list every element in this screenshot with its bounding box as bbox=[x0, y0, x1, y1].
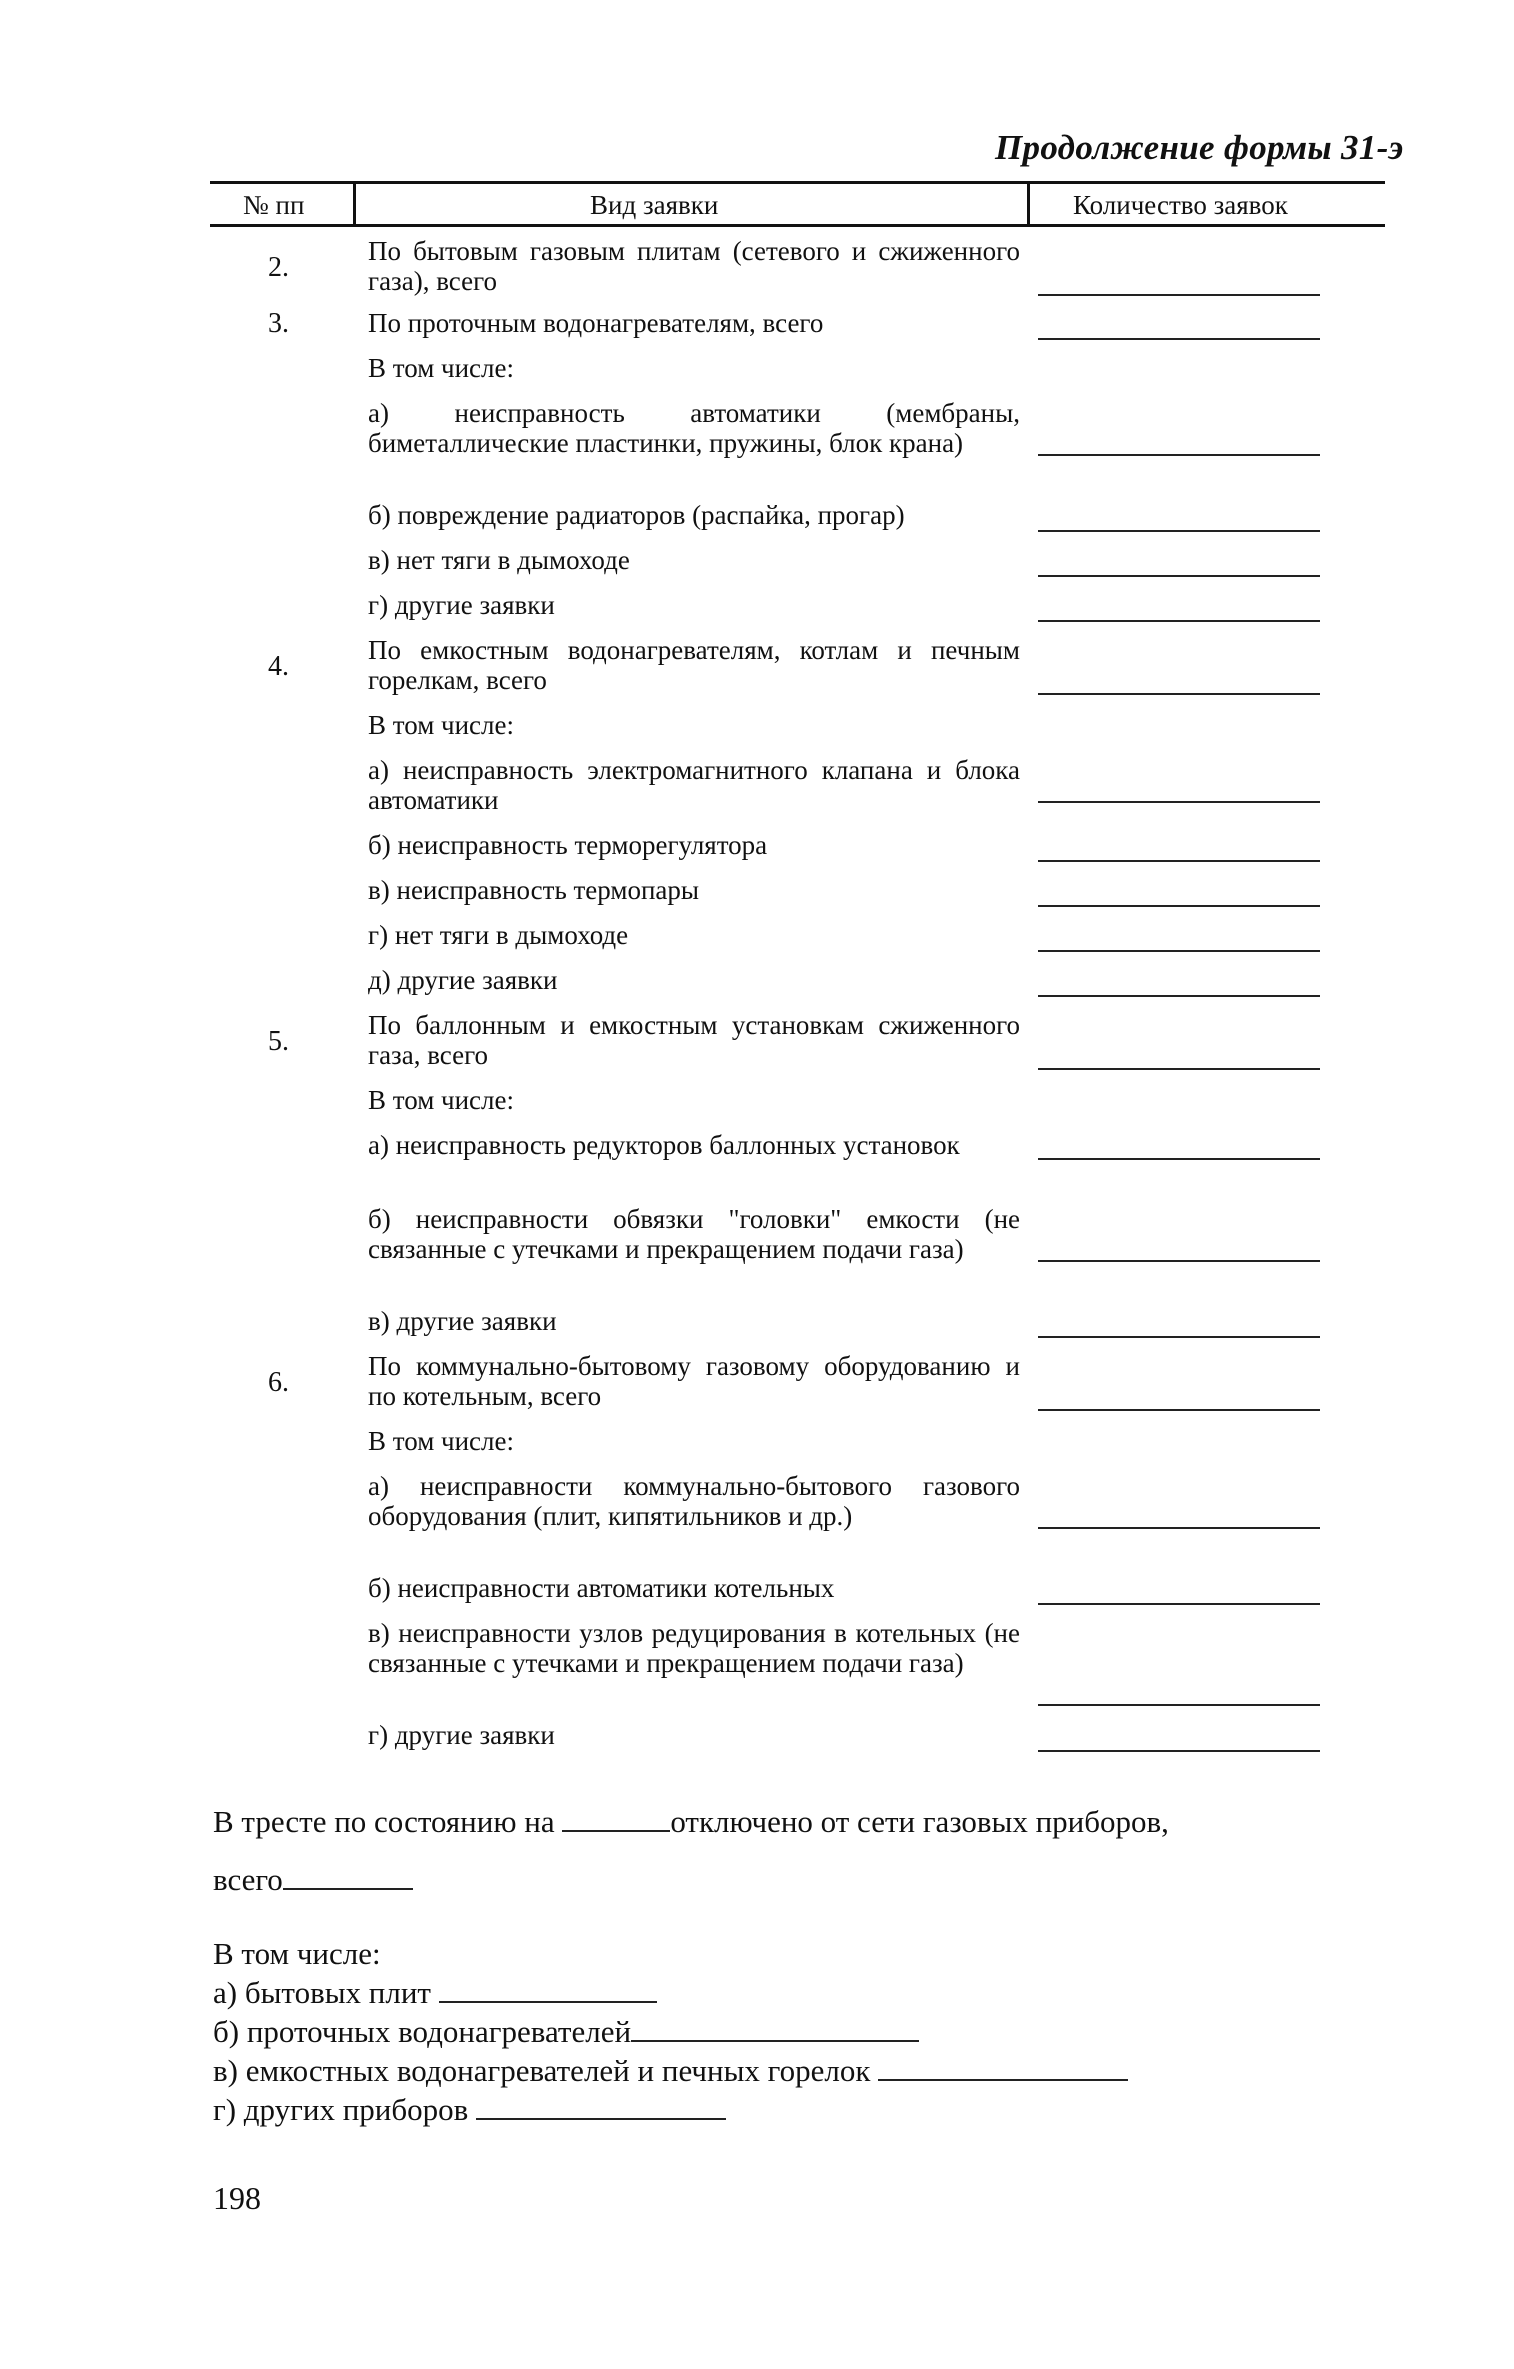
row-text: б) повреждение радиаторов (распайка, прогар) bbox=[368, 500, 905, 530]
trust-statement bbox=[213, 1793, 1393, 1909]
total-blank bbox=[283, 1860, 413, 1890]
row-text: г) нет тяги в дымоходе bbox=[368, 920, 629, 950]
column-separator-2 bbox=[1027, 183, 1030, 226]
row-text: б) неисправность терморегулятора bbox=[368, 830, 768, 860]
count-fill-line bbox=[1038, 801, 1320, 803]
breakdown-item: а) бытовых плит bbox=[213, 1973, 1128, 2012]
trust-text-1: В тресте по состоянию на bbox=[213, 1804, 555, 1839]
breakdown-item: г) других приборов bbox=[213, 2090, 1128, 2129]
row-text: в) неисправности узлов редуцирования в котельных (не связанные с утечками и прекращением подачи газа) bbox=[368, 1618, 1020, 1678]
header-num: № пп bbox=[243, 190, 305, 220]
item-blank bbox=[878, 2051, 1128, 2081]
column-separator-1 bbox=[353, 183, 356, 226]
count-fill-line bbox=[1038, 294, 1320, 296]
row-number: 4. bbox=[268, 651, 289, 682]
row-number: 6. bbox=[268, 1367, 289, 1398]
count-fill-line bbox=[1038, 1527, 1320, 1529]
table-top-rule bbox=[210, 181, 1385, 184]
count-fill-line bbox=[1038, 950, 1320, 952]
row-text: В том числе: bbox=[368, 710, 514, 740]
row-text: В том числе: bbox=[368, 1426, 514, 1456]
header-type: Вид заявки bbox=[590, 190, 719, 220]
row-text: В том числе: bbox=[368, 353, 514, 383]
count-fill-line bbox=[1038, 530, 1320, 532]
item-blank bbox=[631, 2012, 919, 2042]
count-fill-line bbox=[1038, 620, 1320, 622]
count-fill-line bbox=[1038, 1158, 1320, 1160]
count-fill-line bbox=[1038, 1068, 1320, 1070]
count-fill-line bbox=[1038, 454, 1320, 456]
row-number: 3. bbox=[268, 308, 289, 339]
row-text: По проточным водонагревателям, всего bbox=[368, 308, 824, 338]
row-text: а) неисправность автоматики (мембраны, биметаллические пластинки, пружины, блок крана) bbox=[368, 398, 1020, 458]
trust-text-3: всего bbox=[213, 1862, 283, 1897]
count-fill-line bbox=[1038, 1750, 1320, 1752]
row-number: 2. bbox=[268, 252, 289, 283]
page-heading: Продолжение формы 31-э bbox=[995, 128, 1404, 167]
count-fill-line bbox=[1038, 1704, 1320, 1706]
trust-text-2: отключено от сети газовых приборов, bbox=[670, 1804, 1169, 1839]
row-text: По коммунально-бытовому газовому оборудованию и по котельным, всего bbox=[368, 1351, 1020, 1411]
count-fill-line bbox=[1038, 1409, 1320, 1411]
count-fill-line bbox=[1038, 1336, 1320, 1338]
count-fill-line bbox=[1038, 860, 1320, 862]
row-text: г) другие заявки bbox=[368, 590, 555, 620]
row-text: в) неисправность термопары bbox=[368, 875, 700, 905]
date-blank bbox=[562, 1802, 670, 1832]
count-fill-line bbox=[1038, 575, 1320, 577]
breakdown-item: в) емкостных водонагревателей и печных горелок bbox=[213, 2051, 1128, 2090]
row-text: а) неисправности коммунально-бытового газового оборудования (плит, кипятильников и др.) bbox=[368, 1471, 1020, 1531]
row-text: По бытовым газовым плитам (сетевого и сжиженного газа), всего bbox=[368, 236, 1020, 296]
row-text: б) неисправности обвязки "головки" емкости (не связанные с утечками и прекращением подачи газа) bbox=[368, 1204, 1020, 1264]
item-blank bbox=[476, 2090, 726, 2120]
row-text: а) неисправность электромагнитного клапана и блока автоматики bbox=[368, 755, 1020, 815]
count-fill-line bbox=[1038, 1260, 1320, 1262]
breakdown-item: б) проточных водонагревателей bbox=[213, 2012, 1128, 2051]
page-number: 198 bbox=[213, 2180, 261, 2216]
item-blank bbox=[439, 1973, 657, 2003]
row-text: В том числе: bbox=[368, 1085, 514, 1115]
row-number: 5. bbox=[268, 1026, 289, 1057]
table-header-rule bbox=[210, 224, 1385, 227]
row-text: д) другие заявки bbox=[368, 965, 558, 995]
count-fill-line bbox=[1038, 338, 1320, 340]
row-text: г) другие заявки bbox=[368, 1720, 555, 1750]
row-text: в) нет тяги в дымоходе bbox=[368, 545, 630, 575]
row-text: По баллонным и емкостным установкам сжиженного газа, всего bbox=[368, 1010, 1020, 1070]
count-fill-line bbox=[1038, 995, 1320, 997]
count-fill-line bbox=[1038, 905, 1320, 907]
breakdown-intro: В том числе: bbox=[213, 1936, 381, 1971]
count-fill-line bbox=[1038, 1603, 1320, 1605]
count-fill-line bbox=[1038, 693, 1320, 695]
row-text: По емкостным водонагревателям, котлам и печным горелкам, всего bbox=[368, 635, 1020, 695]
devices-breakdown bbox=[213, 1934, 1128, 2129]
row-text: а) неисправность редукторов баллонных установок bbox=[368, 1130, 960, 1160]
header-count: Количество заявок bbox=[1073, 190, 1288, 220]
row-text: в) другие заявки bbox=[368, 1306, 557, 1336]
row-text: б) неисправности автоматики котельных bbox=[368, 1573, 835, 1603]
